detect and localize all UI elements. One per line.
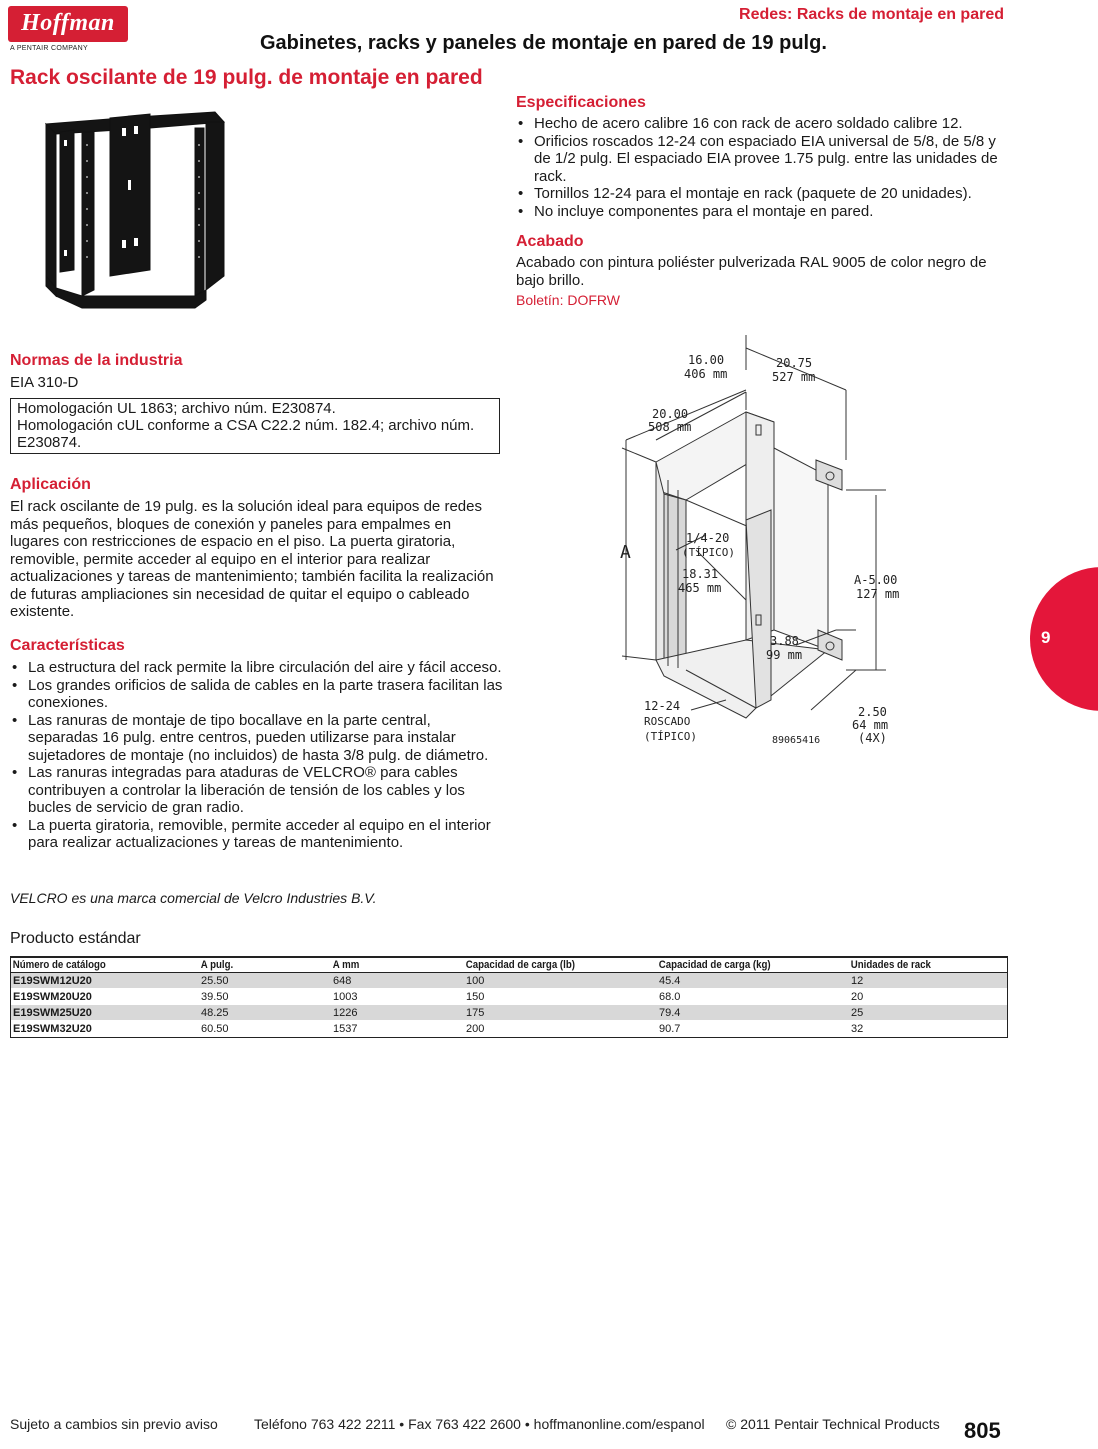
product-title: Rack oscilante de 19 pulg. de montaje en pared — [10, 66, 483, 89]
dimension-drawing — [596, 330, 926, 760]
cell-a-mm: 648 — [331, 973, 464, 989]
dim-1831-mm: 465 mm — [678, 581, 722, 595]
cell-load-lb: 150 — [464, 989, 657, 1005]
eia-standard: EIA 310-D — [10, 374, 79, 391]
tap-roscado: ROSCADO — [644, 715, 691, 728]
footer-contact[interactable]: Teléfono 763 422 2211 • Fax 763 422 2600 • hoffmanonline.com/espanol — [254, 1416, 705, 1432]
feature-item: • La estructura del rack permite la libre circulación del aire y fácil acceso. — [10, 659, 504, 677]
table-row[interactable] — [11, 1005, 1007, 1021]
cell-load-kg: 68.0 — [657, 989, 849, 1005]
logo-subtitle: A PENTAIR COMPANY — [10, 45, 88, 52]
cert-cul: Homologación cUL conforme a CSA C22.2 núm. 182.4; archivo núm. E230874. — [17, 417, 475, 451]
cert-ul: Homologación UL 1863; archivo núm. E230874. — [17, 400, 336, 417]
table-row[interactable] — [11, 973, 1007, 989]
table-title: Producto estándar — [10, 930, 141, 947]
specs-item: • No incluye componentes para el montaje en pared. — [516, 203, 1016, 221]
tap-typ: (TÍPICO) — [644, 730, 697, 743]
specs-item: • Orificios roscados 12-24 con espaciado EIA universal de 5/8, de 5/8 y de 1/2 pulg. El espaciado EIA provee 1.75 pulg. entre las unidades de rack. — [516, 133, 1016, 186]
footer-notice: Sujeto a cambios sin previo aviso — [10, 1416, 218, 1432]
cell-load-kg: 79.4 — [657, 1005, 849, 1021]
product-table — [10, 956, 1008, 1038]
features-list — [10, 659, 504, 852]
drawing-id: 89065416 — [772, 735, 821, 746]
hoffman-logo[interactable] — [8, 6, 128, 42]
cell-load-lb: 100 — [464, 973, 657, 989]
cell-a-mm: 1226 — [331, 1005, 464, 1021]
standards-heading: Normas de la industria — [10, 352, 183, 369]
features-section — [10, 637, 504, 852]
cell-a-mm: 1003 — [331, 989, 464, 1005]
finish-text: Acabado con pintura poliéster pulverizada RAL 9005 de color negro de bajo brillo. — [516, 254, 987, 289]
feature-item: • Las ranuras de montaje de tipo bocallave en la parte central, separadas 16 pulg. entre centros, pueden utilizarse para instalar sujetadores de montaje (no incluidos) de hasta 3/8 pulg. de diámetro. — [10, 712, 504, 765]
cell-rack-units: 32 — [849, 1021, 1007, 1037]
cell-rack-units: 12 — [849, 973, 1007, 989]
section-label: Redes: Racks de montaje en pared — [739, 6, 1004, 23]
specs-section — [516, 94, 1016, 308]
cell-a-mm: 1537 — [331, 1021, 464, 1037]
cell-rack-units: 20 — [849, 989, 1007, 1005]
dim-2075-in: 20.75 — [776, 356, 813, 370]
table-row[interactable] — [11, 1021, 1007, 1037]
cell-rack-units: 25 — [849, 1005, 1007, 1021]
application-text: El rack oscilante de 19 pulg. es la solución ideal para equipos de redes más pequeños, bloques de conexión y paneles para empalmes en lugares con restricciones de espacio en el piso. La puerta giratoria, removible, permite acceder al equipo en el interior para realizar actualizaciones y tareas de mantenimiento; también facilita la realización de futuras ampliaciones sin necesidad de quitar el equipo o cableado existente. — [10, 498, 494, 620]
cell-catalog: E19SWM32U20 — [11, 1021, 199, 1037]
col-rack-units: Unidades de rack — [849, 958, 988, 973]
features-heading: Características — [10, 637, 125, 654]
specs-heading: Especificaciones — [516, 94, 646, 111]
dim-1831-in: 18.31 — [682, 567, 719, 581]
dim-a5-mm: 127 mm — [856, 587, 900, 601]
table-row[interactable] — [11, 989, 1007, 1005]
table-header-row — [11, 958, 1007, 973]
dim-20-in: 20.00 — [652, 407, 689, 421]
cell-catalog: E19SWM25U20 — [11, 1005, 199, 1021]
cell-load-kg: 90.7 — [657, 1021, 849, 1037]
tap-label: 12-24 — [644, 699, 681, 713]
cell-load-lb: 175 — [464, 1005, 657, 1021]
cell-catalog: E19SWM12U20 — [11, 973, 199, 989]
dim-250-qty: (4X) — [858, 731, 887, 745]
cell-load-kg: 45.4 — [657, 973, 849, 989]
product-photo — [10, 100, 242, 328]
col-load-kg: Capacidad de carga (kg) — [657, 958, 826, 973]
logo-text: Hoffman — [21, 10, 115, 36]
col-a-in: A pulg. — [199, 958, 315, 973]
page-number: 805 — [964, 1418, 1001, 1443]
col-a-mm: A mm — [331, 958, 448, 973]
cell-load-lb: 200 — [464, 1021, 657, 1037]
specs-item: • Tornillos 12-24 para el montaje en rack (paquete de 20 unidades). — [516, 185, 1016, 203]
specs-item: • Hecho de acero calibre 16 con rack de acero soldado calibre 12. — [516, 115, 1016, 133]
finish-heading: Acabado — [516, 233, 584, 250]
application-heading: Aplicación — [10, 476, 91, 493]
dim-250-mm: 64 mm — [852, 718, 889, 732]
certifications-box — [10, 398, 500, 454]
cell-a-in: 48.25 — [199, 1005, 331, 1021]
dim-20-mm: 508 mm — [648, 420, 692, 434]
cell-a-in: 25.50 — [199, 973, 331, 989]
dim-16-mm: 406 mm — [684, 367, 728, 381]
col-catalog: Número de catálogo — [11, 958, 176, 973]
trademark-note: VELCRO es una marca comercial de Velcro Industries B.V. — [10, 890, 377, 906]
specs-list — [516, 115, 1016, 220]
cell-a-in: 39.50 — [199, 989, 331, 1005]
dim-a5-in: A-5.00 — [854, 573, 898, 587]
dim-388-in: 3.88 — [770, 634, 799, 648]
chapter-number: 9 — [1041, 628, 1051, 647]
application-section — [10, 476, 504, 621]
dim-a: A — [620, 542, 631, 563]
cell-a-in: 60.50 — [199, 1021, 331, 1037]
feature-item: • Los grandes orificios de salida de cables en la parte trasera facilitan las conexiones. — [10, 677, 504, 712]
thread-typ: (TÍPICO) — [682, 546, 735, 559]
page-heading: Gabinetes, racks y paneles de montaje en pared de 19 pulg. — [260, 32, 827, 54]
dim-388-mm: 99 mm — [766, 648, 803, 662]
feature-item: • Las ranuras integradas para ataduras de VELCRO® para cables contribuyen a controlar la liberación de tensión de los cables y los bucles de servicio de gran radio. — [10, 764, 504, 817]
feature-item: • La puerta giratoria, removible, permite acceder al equipo en el interior para realizar actualizaciones y tareas de mantenimiento. — [10, 817, 504, 852]
dim-16-in: 16.00 — [688, 353, 725, 367]
footer-copyright: © 2011 Pentair Technical Products — [726, 1416, 940, 1432]
col-load-lb: Capacidad de carga (lb) — [464, 958, 634, 973]
cell-catalog: E19SWM20U20 — [11, 989, 199, 1005]
bulletin-link[interactable]: Boletín: DOFRW — [516, 292, 620, 308]
thread-label: 1/4-20 — [686, 531, 730, 545]
dim-250-in: 2.50 — [858, 705, 887, 719]
dim-2075-mm: 527 mm — [772, 370, 816, 384]
standards-section — [10, 352, 500, 392]
